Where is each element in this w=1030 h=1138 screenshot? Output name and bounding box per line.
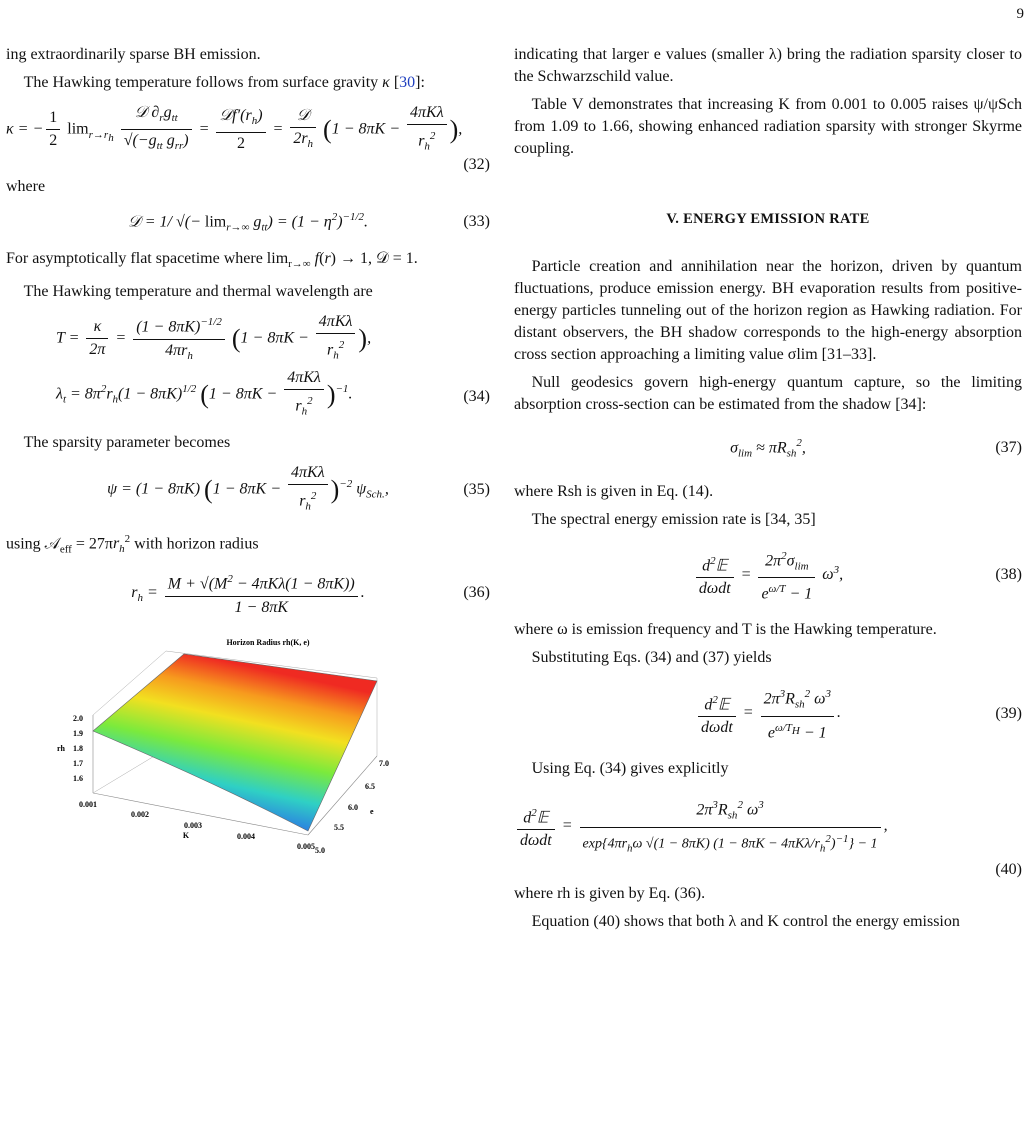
y-tick-label: 5.0 (315, 845, 325, 855)
equation-35: ψ = (1 − 8πK) (1 − 8πK − $\frac{\text{4πKλ}}{r_h^2}$ )$^{-2}$ $\psi_{Sch.}$, (35) (107, 464, 490, 513)
x-tick-label: 0.004 (237, 831, 255, 841)
z-tick-label: 1.9 (73, 728, 83, 738)
y-axis-label: e (370, 806, 374, 816)
equation-38: $\frac{d^2𝔼}{\text{dωdt}}$ = $\frac{2\pi^2\sigma_{lim}}{e^{\omega/T} - 1}$ $\omega^3$, (38) (514, 545, 1022, 606)
section-title: V. ENERGY EMISSION RATE (666, 211, 870, 227)
x-tick-label: 0.002 (131, 809, 149, 819)
x-tick-label: 0.001 (79, 799, 97, 809)
z-tick-label: 1.8 (73, 743, 83, 753)
paragraph: The Hawking temperature and thermal wavelength are (23, 283, 373, 301)
right-column (514, 44, 1022, 939)
paragraph: indicating that larger e values (smaller λ) bring the radiation sparsity closer to the Schwarzschild value. (514, 46, 1022, 85)
y-tick-label: 6.0 (348, 802, 358, 812)
paragraph: Equation (40) shows that both λ and K control the energy emission (531, 913, 960, 931)
equation-33: 𝒟 = 1/ √(− $\lim_{r\to\infty} g_{tt}) = (1 - \eta^2)^{-1/2}$. (33) (127, 210, 490, 234)
citation-link[interactable]: 30 (399, 74, 416, 91)
paragraph: where ω is emission frequency and T is the Hawking temperature. (514, 621, 937, 639)
equation-34: T = $\frac{\kappa}{2\pi}$ = $\frac{(1 - 8\pi K)^{-1/2}}{4\pi r_h}$ (1 − 8πK − $\frac{\text{4πKλ}}{r_h^2}$ ), $\lambda_t = 8\pi^2r_h(1 - 8\pi K)^{1/2}$ (1 − 8πK − $\frac{\text{4πKλ}}{r_h^2}$ )$^{-1}$. (34) (56, 313, 490, 418)
y-tick-label: 5.5 (334, 822, 344, 832)
equation-39: $\frac{d^2𝔼}{\text{dωdt}}$ = $\frac{2\pi^3R_{sh}^2 \omega^3}{e^{\omega/T_H} - 1}$ . (39) (514, 683, 1022, 744)
z-tick-label: 2.0 (73, 713, 83, 723)
paragraph: Particle creation and annihilation near the horizon, driven by quantum fluctuations, produce emission energy. BH evaporation results from positive-energy particles tunneling out of the horizon region as Hawking radiation. For distant observers, the BH shadow corresponds to the high-energy absorption cross section approaching a limiting value σlim [31–33]. (514, 258, 1022, 363)
paragraph: where rh is given by Eq. (36). (514, 885, 706, 903)
page-number: 9 (1016, 6, 1024, 22)
paragraph: Substituting Eqs. (34) and (37) yields (531, 649, 772, 667)
surface-plot-figure (6, 633, 490, 863)
equation-37: $\sigma_{lim} \approx \pi R_{sh}^2$, (37) (730, 437, 1022, 460)
left-column (6, 44, 490, 863)
z-axis-label: rh (57, 743, 65, 753)
figure-title: Horizon Radius rh(K, e) (226, 637, 310, 647)
paragraph: Table V demonstrates that increasing K from 0.001 to 0.005 raises ψ/ψSch from 1.09 to 1.66, showing enhanced radiation sparsity with stronger Skyrme coupling. (514, 96, 1022, 157)
paragraph: The sparsity parameter becomes (23, 434, 231, 452)
paragraph: where Rsh is given in Eq. (14). (514, 482, 714, 500)
paragraph: For asymptotically flat spacetime where $\lim_{r\to\infty} f(r) \to 1$, 𝒟 = 1. (6, 250, 418, 271)
y-tick-label: 7.0 (379, 758, 389, 768)
equation-36: $r_h$ = $\frac{M + √(M^2 - 4\pi K\lambda(1 - 8\pi K))}{1 - 8\pi K}$ . (36) (6, 568, 490, 618)
paragraph: The Hawking temperature follows from surface gravity κ [30]: (23, 74, 425, 91)
equation-40: $\frac{d^2𝔼}{\text{dωdt}}$ = $\frac{2\pi^3R_{sh}^2 \omega^3}{\exp\{4\pi r_h\omega √(1 - 8\pi K) (1 - 8\pi K - 4\pi K\lambda/r_h^2)^{-1}\} - 1}$ , (40) (514, 794, 1022, 859)
x-tick-label: 0.003 (184, 820, 202, 830)
surface-plot (6, 633, 490, 863)
equation-32: κ = − $\frac{1}{2}$ $\lim_{r\to r_h}$ $\frac{𝒟 \partial_rg_{tt}}{√(-g_{tt} g_{rr})}$ = $\frac{𝒟f'(r_h)}{2}$ = $\frac{\text{𝒟}}{2r_h}$ (1 − 8πK − $\frac{\text{4πKλ}}{r_h^2}$ ), (32) (6, 104, 490, 173)
paragraph: using 𝒜$_{eff}$ = $27\pi r_h^2$ with horizon radius (6, 532, 259, 556)
paragraph: Null geodesics govern high-energy quantum capture, so the limiting absorption cross-section can be estimated from the shadow [34]: (514, 374, 1022, 413)
z-tick-label: 1.6 (73, 773, 83, 783)
x-tick-label: 0.005 (297, 841, 315, 851)
x-axis-label: K (182, 830, 190, 840)
paragraph: The spectral energy emission rate is [34, 35] (531, 510, 816, 528)
paragraph: ing extraordinarily sparse BH emission. (6, 46, 261, 63)
paragraph: Using Eq. (34) gives explicitly (531, 760, 729, 778)
y-tick-label: 6.5 (365, 781, 375, 791)
z-tick-label: 1.7 (73, 758, 83, 768)
paragraph: where (6, 177, 46, 195)
